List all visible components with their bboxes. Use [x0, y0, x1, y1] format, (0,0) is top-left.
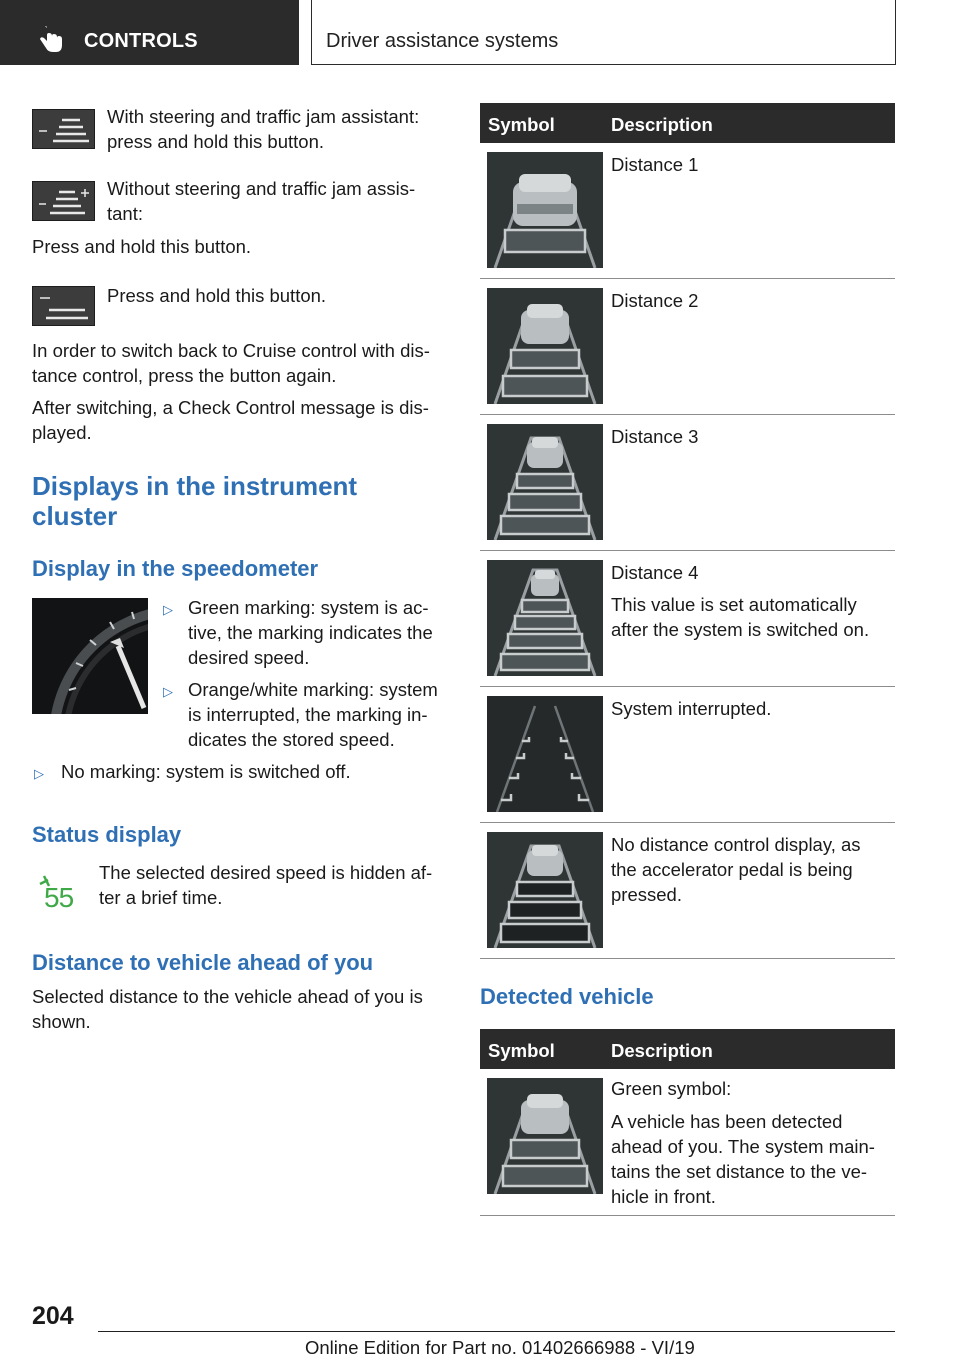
col-description: Description — [611, 1040, 713, 1061]
system-interrupted-symbol — [487, 696, 603, 812]
page-number: 204 — [32, 1302, 74, 1330]
row-description: Distance 4 — [611, 562, 699, 583]
row-extra-text: This value is set automatically after the system is switched on. — [611, 594, 870, 640]
col-symbol: Symbol — [488, 1040, 555, 1061]
row-description: Distance 1 — [611, 154, 699, 175]
table-row — [480, 823, 895, 959]
status-speed-value: 55 — [44, 882, 74, 913]
header-chapter-label: Driver assistance systems — [326, 30, 559, 52]
distance-button-icon — [32, 286, 95, 326]
distance-3-symbol — [487, 424, 603, 540]
header-section-tab — [0, 0, 299, 65]
table-row — [480, 687, 895, 823]
heading-speedometer: Display in the speedometer — [32, 556, 319, 581]
row-description: Distance 2 — [611, 290, 699, 311]
row-description: System interrupted. — [611, 698, 772, 719]
bullet-no-marking: No marking: system is switched off. — [61, 761, 351, 782]
speedometer-image — [32, 598, 148, 714]
table-row — [480, 279, 895, 415]
heading-displays: Displays in the instrument cluster — [32, 471, 358, 531]
table-header — [480, 1029, 895, 1069]
header-chapter-tab — [311, 0, 896, 65]
item2-continuation: Press and hold this button. — [32, 236, 252, 257]
footer-divider — [98, 1331, 895, 1332]
heading-detected-vehicle: Detected vehicle — [480, 984, 654, 1009]
col-symbol: Symbol — [488, 114, 555, 135]
item1-text: With steering and traffic jam assistant: press and hold this button. — [107, 106, 420, 152]
footer-edition: Online Edition for Part no. 01402666988 - VI/19 — [305, 1337, 695, 1358]
heading-distance: Distance to vehicle ahead of you — [32, 950, 374, 975]
item3-text: Press and hold this button. — [107, 285, 327, 306]
table-row — [480, 143, 895, 279]
header-section-label: CONTROLS — [84, 30, 198, 52]
item2-text: Without steering and traffic jam assis-tant: — [107, 178, 416, 224]
speed-status-icon — [33, 866, 83, 916]
col-description: Description — [611, 114, 713, 135]
distance-4-symbol — [487, 560, 603, 676]
triangle-bullet-icon: ▷ — [163, 602, 173, 617]
distance-text: Selected distance to the vehicle ahead of you is shown. — [32, 986, 423, 1032]
para-switch-back: In order to switch back to Cruise control with dis-tance control, press the button again. — [32, 340, 430, 386]
detected-vehicle-symbol — [487, 1078, 603, 1194]
triangle-bullet-icon: ▷ — [34, 766, 44, 781]
bullet-green-marking: Green marking: system is ac-tive, the marking indicates the desired speed. — [188, 597, 433, 668]
table-row — [480, 415, 895, 551]
distance-1-symbol — [487, 152, 603, 268]
row-description: Distance 3 — [611, 426, 699, 447]
hand-pointer-icon — [38, 26, 64, 54]
table-row — [480, 1069, 895, 1216]
row-description: A vehicle has been detected ahead of you. The system main-tains the set distance to the ve-hicle in front. — [611, 1111, 875, 1207]
row-description: No distance control display, as the accelerator pedal is being pressed. — [611, 834, 861, 905]
row-title: Green symbol: — [611, 1078, 732, 1099]
triangle-bullet-icon: ▷ — [163, 684, 173, 699]
distance-2-symbol — [487, 288, 603, 404]
table-row — [480, 551, 895, 687]
status-text: The selected desired speed is hidden af-ter a brief time. — [99, 862, 433, 908]
accelerator-symbol — [487, 832, 603, 948]
steering-assistant-button-icon — [32, 109, 95, 149]
para-check-control: After switching, a Check Control message is dis-played. — [32, 397, 429, 443]
bullet-orange-marking: Orange/white marking: system is interrupted, the marking in-dicates the stored speed. — [188, 679, 438, 750]
table-header — [480, 103, 895, 143]
heading-status: Status display — [32, 822, 182, 847]
cruise-plus-button-icon — [32, 181, 95, 221]
